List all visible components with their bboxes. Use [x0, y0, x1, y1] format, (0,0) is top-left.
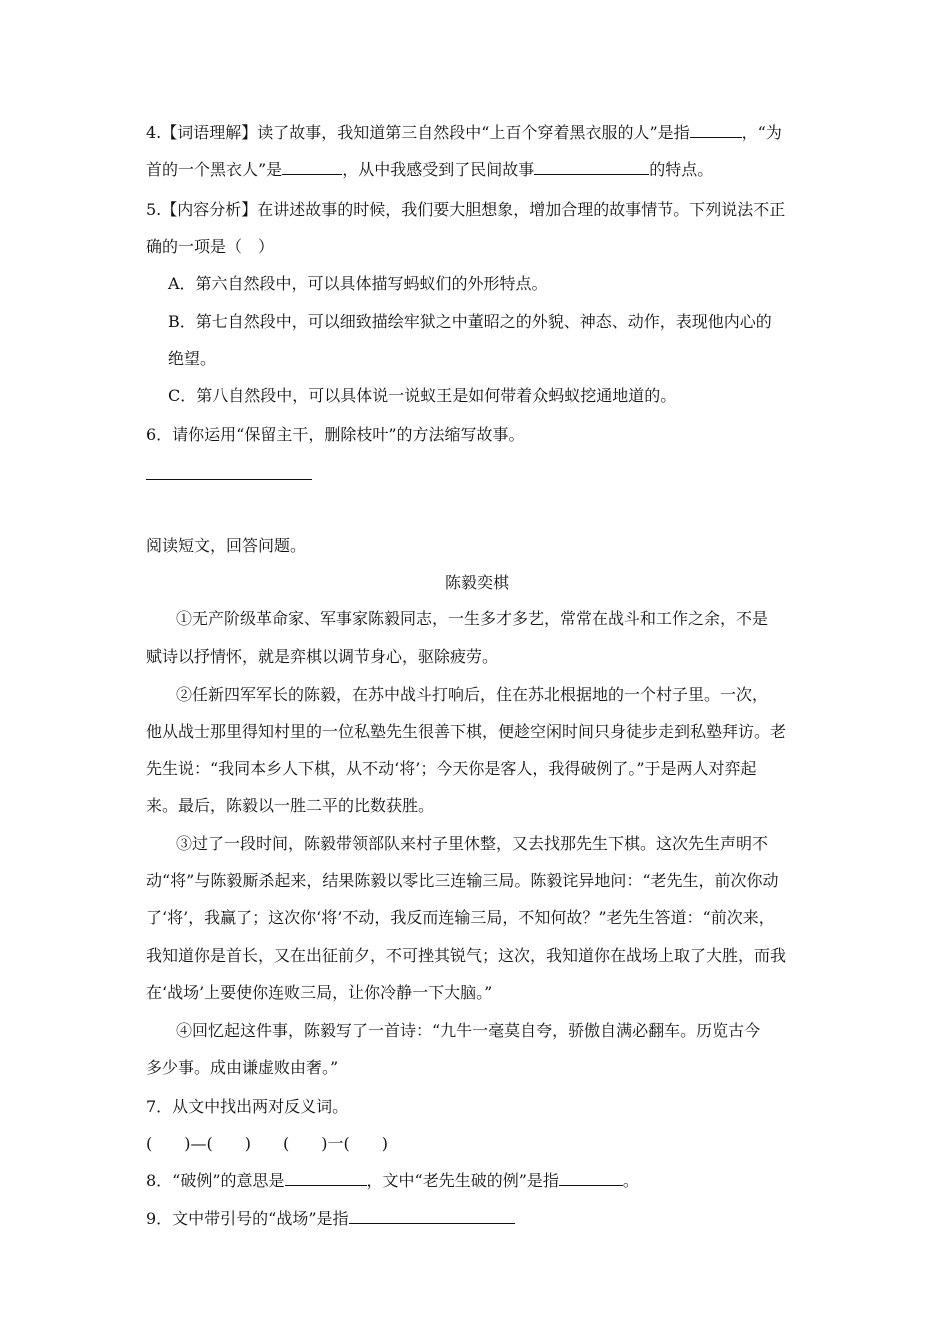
answer-line[interactable] — [146, 479, 312, 480]
question-4-line-2 — [146, 160, 808, 180]
question-7-answer-pairs[interactable]: ( )—( ) ( )一( ) — [146, 1134, 388, 1153]
passage-paragraph-4-cont: 多少事。成由谦虚败由奢。” — [146, 1058, 339, 1077]
passage-paragraph-2-cont: 来。最后，陈毅以一胜二平的比数获胜。 — [146, 796, 435, 815]
question-8 — [146, 1171, 808, 1191]
passage-paragraph-3-cont: 了‘将’，我赢了；这次你‘将’不动，我反而连输三局，不知何故？”老先生答道：“前次来， — [146, 908, 775, 927]
answer-blank[interactable] — [285, 1171, 367, 1186]
passage-paragraph-3-cont: 动“将”与陈毅厮杀起来，结果陈毅以零比三连输三局。陈毅诧异地问：“老先生，前次你动 — [146, 871, 779, 890]
question-5-line-2: 确的一项是（ ） — [146, 237, 275, 256]
passage-paragraph-1: ①无产阶级革命家、军事家陈毅同志，一生多才多艺，常常在战斗和工作之余，不是 — [176, 609, 769, 628]
answer-blank[interactable] — [534, 160, 649, 175]
question-4-text: 首的一个黑衣人”是 — [146, 160, 283, 179]
answer-blank[interactable] — [690, 123, 742, 138]
passage-paragraph-3: ③过了一段时间，陈毅带领部队来村子里休整，又去找那先生下棋。这次先生声明不 — [176, 834, 769, 853]
passage-title: 陈毅奕棋 — [444, 573, 509, 592]
passage-paragraph-3-cont: 在‘战场’上要使你连败三局，让你冷静一下大脑。” — [146, 983, 493, 1002]
question-9-text: 9．文中带引号的“战场”是指 — [146, 1209, 349, 1228]
question-4-text: 的特点。 — [649, 160, 714, 179]
question-9 — [146, 1209, 808, 1229]
passage-paragraph-4: ④回忆起这件事，陈毅写了一首诗：“九牛一毫莫自夸，骄傲自满必翻车。历览古今 — [176, 1021, 761, 1040]
question-4-text: ，“为 — [741, 123, 782, 142]
passage-paragraph-1-cont: 赋诗以抒情怀，就是弈棋以调节身心，驱除疲劳。 — [146, 647, 499, 666]
passage-paragraph-2: ②任新四军军长的陈毅，在苏中战斗打响后，住在苏北根据地的一个村子里。一次， — [176, 685, 769, 704]
question-4-text: 4.【词语理解】读了故事，我知道第三自然段中“上百个穿着黑衣服的人”是指 — [146, 123, 690, 142]
question-8-text: 8．“破例”的意思是 — [146, 1171, 285, 1190]
question-4-text: ，从中我感受到了民间故事 — [342, 160, 535, 179]
passage-paragraph-2-cont: 先生说：“我同本乡人下棋，从不动‘将’；今天你是客人，我得破例了。”于是两人对弈起 — [146, 759, 757, 778]
question-5-option-b[interactable]: B．第七自然段中，可以细致描绘牢狱之中董昭之的外貌、神态、动作，表现他内心的 — [168, 312, 772, 331]
passage-paragraph-2-cont: 他从战士那里得知村里的一位私塾先生很善下棋，便趁空闲时间只身徒步走到私塾拜访。老 — [146, 722, 787, 741]
question-5-option-a[interactable]: A．第六自然段中，可以具体描写蚂蚁们的外形特点。 — [168, 274, 548, 293]
answer-blank[interactable] — [282, 160, 342, 175]
answer-blank[interactable] — [559, 1171, 623, 1186]
passage-intro: 阅读短文，回答问题。 — [146, 536, 307, 555]
question-8-text: ，文中“老先生破的例”是指 — [366, 1171, 559, 1190]
question-5-option-c[interactable]: C．第八自然段中，可以具体说一说蚁王是如何带着众蚂蚁挖通地道的。 — [168, 386, 677, 405]
passage-paragraph-3-cont: 我知道你是首长，又在出征前夕，不可挫其锐气；这次，我知道你在战场上取了大胜，而我 — [146, 946, 787, 965]
question-5-option-b-continued: 绝望。 — [168, 349, 217, 368]
question-7: 7．从文中找出两对反义词。 — [146, 1097, 349, 1116]
question-6: 6．请你运用“保留主干，删除枝叶”的方法缩写故事。 — [146, 425, 525, 444]
question-8-text: 。 — [622, 1171, 639, 1190]
question-4-line-1 — [146, 123, 808, 143]
answer-blank[interactable] — [349, 1209, 515, 1224]
question-5-line-1: 5.【内容分析】在讲述故事的时候，我们要大胆想象，增加合理的故事情节。下列说法不正 — [146, 200, 786, 219]
